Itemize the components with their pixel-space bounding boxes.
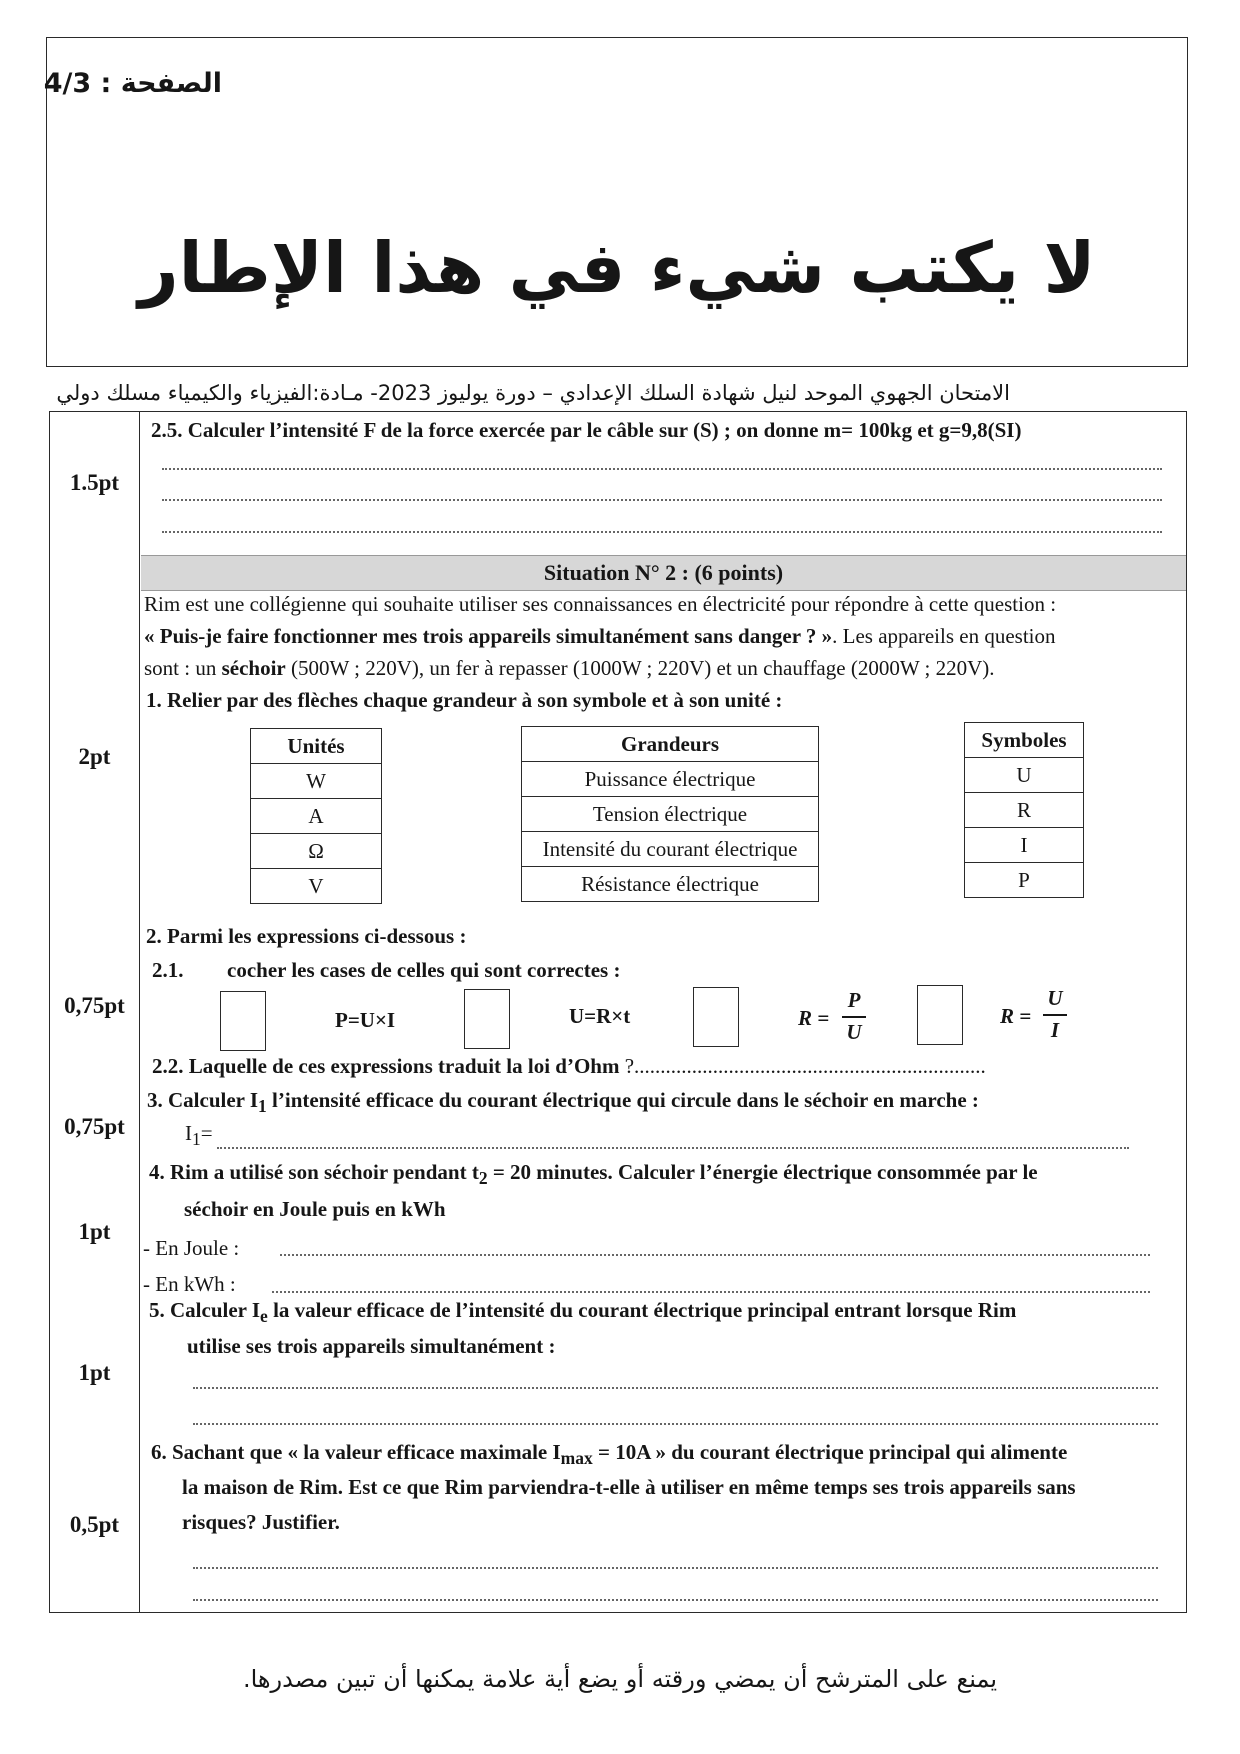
question-4-sub: 2 <box>478 1168 488 1189</box>
answer-i-sub: 1 <box>192 1129 201 1150</box>
intro-sechoir: séchoir <box>221 656 286 680</box>
question-2-1-number: 2.1. <box>152 958 184 982</box>
intro-line-3 <box>144 656 995 681</box>
situation-title: Situation N° 2 : (6 points) <box>543 560 784 585</box>
question-3-b: l’intensité efficace du courant électrique qui circule dans le séchoir en marche : <box>266 1088 979 1112</box>
symbole-cell: R <box>965 793 1084 828</box>
intro-line-3-a: sont : un <box>144 656 222 680</box>
unit-cell: W <box>251 764 382 799</box>
expression-r-ui-denominator: I <box>1050 1018 1060 1042</box>
expression-r-pu <box>798 988 878 1048</box>
question-5-b: la valeur efficace de l’intensité du courant électrique principal entrant lorsque Rim <box>267 1298 1017 1322</box>
intro-line-2-rest: . Les appareils en question <box>832 624 1056 648</box>
answer-joule-label: - En Joule : <box>143 1236 240 1260</box>
answer-line-kwh[interactable] <box>272 1291 1150 1293</box>
points-q25: 1.5pt <box>69 470 120 495</box>
answer-line[interactable] <box>217 1147 1129 1149</box>
points-q6: 0,5pt <box>69 1512 120 1537</box>
situation-band <box>141 555 1186 591</box>
question-4-line-2: séchoir en Joule puis en kWh <box>184 1197 446 1221</box>
answer-dots[interactable]: ?................................................................... <box>624 1054 986 1078</box>
question-2-5: 2.5. Calculer l’intensité F de la force exercée par le câble sur (S) ; on donne m= 100kg et g=9,8(SI) <box>151 418 1022 442</box>
expression-r-pu-left: R = <box>798 1006 830 1030</box>
question-6-sub: max <box>560 1448 593 1469</box>
points-q4: 1pt <box>78 1219 111 1244</box>
checkbox-r-ui[interactable] <box>917 985 963 1045</box>
intro-line-1: Rim est une collégienne qui souhaite utiliser ses connaissances en électricité pour répondre à cette question : <box>144 592 1057 616</box>
expression-r-pu-denominator: U <box>846 1020 862 1044</box>
symboles-table <box>964 722 1084 898</box>
answer-line[interactable] <box>193 1423 1158 1425</box>
question-2-2 <box>152 1054 986 1079</box>
grandeur-cell: Puissance électrique <box>522 762 819 797</box>
symbole-cell: U <box>965 758 1084 793</box>
answer-line[interactable] <box>193 1567 1158 1569</box>
question-6-line-1 <box>151 1440 1067 1469</box>
points-q5: 1pt <box>78 1360 111 1385</box>
question-3-a: 3. Calculer I <box>147 1088 259 1112</box>
question-1: 1. Relier par des flèches chaque grandeur à son symbole et à son unité : <box>146 688 783 712</box>
grandeur-cell: Résistance électrique <box>522 867 819 902</box>
answer-line[interactable] <box>162 531 1162 533</box>
do-not-write-warning: لا يكتب شيء في هذا الإطار <box>138 227 1096 309</box>
expression-r-ui-left: R = <box>1000 1004 1032 1028</box>
question-6-a: 6. Sachant que « la valeur efficace maximale I <box>151 1440 561 1464</box>
symboles-header: Symboles <box>965 723 1084 758</box>
exam-header: الامتحان الجهوي الموحد لنيل شهادة السلك الإعدادي – دورة يوليوز 2023- مـادة:الفيزياء والكيمياء مسلك دولي <box>56 381 1010 405</box>
question-2-2-text: 2.2. Laquelle de ces expressions traduit la loi d’Ohm <box>152 1054 625 1078</box>
expression-r-pu-numerator: P <box>847 988 861 1012</box>
answer-line[interactable] <box>162 468 1162 470</box>
grandeur-cell: Intensité du courant électrique <box>522 832 819 867</box>
checkbox-p-ui[interactable] <box>220 991 266 1051</box>
symbole-cell: P <box>965 863 1084 898</box>
question-3-answer-label <box>185 1121 213 1150</box>
question-6-line-2: la maison de Rim. Est ce que Rim parviendra-t-elle à utiliser en même temps ses trois appareils sans <box>182 1475 1076 1499</box>
symbole-cell: I <box>965 828 1084 863</box>
question-3-sub: 1 <box>258 1096 267 1117</box>
expression-r-ui <box>1000 986 1080 1046</box>
question-3 <box>147 1088 979 1117</box>
unit-cell: Ω <box>251 834 382 869</box>
expression-r-ui-numerator: U <box>1047 986 1063 1010</box>
question-4-a: 4. Rim a utilisé son séchoir pendant t <box>149 1160 479 1184</box>
footer-note: يمنع على المترشح أن يمضي ورقته أو يضع أية علامة يمكنها أن تبين مصدرها. <box>242 1665 998 1693</box>
answer-line[interactable] <box>162 499 1162 501</box>
unit-cell: V <box>251 869 382 904</box>
grandeurs-table <box>521 726 819 902</box>
question-5-line-2: utilise ses trois appareils simultanément : <box>187 1334 556 1358</box>
question-5-line-1 <box>149 1298 1016 1327</box>
grandeurs-header: Grandeurs <box>522 727 819 762</box>
points-q1: 2pt <box>78 744 111 769</box>
question-6-line-3: risques? Justifier. <box>182 1510 340 1534</box>
answer-line[interactable] <box>193 1387 1158 1389</box>
fraction-bar <box>842 1016 866 1018</box>
answer-kwh-label: - En kWh : <box>143 1272 236 1296</box>
units-table <box>250 728 382 904</box>
reserved-frame <box>43 37 1188 367</box>
units-header: Unités <box>251 729 382 764</box>
page-number: الصفحة : 4/3 <box>43 68 222 99</box>
intro-line-3-b: (500W ; 220V), un fer à repasser (1000W ; 220V) et un chauffage (2000W ; 220V). <box>285 656 995 680</box>
answer-line[interactable] <box>193 1599 1158 1601</box>
points-q3: 0,75pt <box>64 1114 125 1139</box>
answer-i: I <box>185 1121 192 1145</box>
points-q21: 0,75pt <box>64 993 125 1018</box>
expression-u-rt: U=R×t <box>569 1004 631 1028</box>
answer-line-joule[interactable] <box>280 1254 1150 1256</box>
points-column-divider <box>139 412 140 1612</box>
question-4-b: = 20 minutes. Calculer l’énergie électrique consommée par le <box>487 1160 1038 1184</box>
question-6-b: = 10A » du courant électrique principal qui alimente <box>592 1440 1068 1464</box>
expression-p-ui: P=U×I <box>335 1008 396 1032</box>
question-2: 2. Parmi les expressions ci-dessous : <box>146 924 467 948</box>
checkbox-u-rt[interactable] <box>464 989 510 1049</box>
question-4-line-1 <box>149 1160 1038 1189</box>
question-5-sub: e <box>260 1306 268 1327</box>
grandeur-cell: Tension électrique <box>522 797 819 832</box>
intro-question: « Puis-je faire fonctionner mes trois appareils simultanément sans danger ? » <box>144 624 833 648</box>
unit-cell: A <box>251 799 382 834</box>
question-5-a: 5. Calculer I <box>149 1298 261 1322</box>
intro-line-2 <box>144 624 1056 649</box>
answer-equals: = <box>200 1121 213 1145</box>
fraction-bar <box>1043 1014 1067 1016</box>
checkbox-r-pu[interactable] <box>693 987 739 1047</box>
question-2-1: cocher les cases de celles qui sont correctes : <box>227 958 621 982</box>
